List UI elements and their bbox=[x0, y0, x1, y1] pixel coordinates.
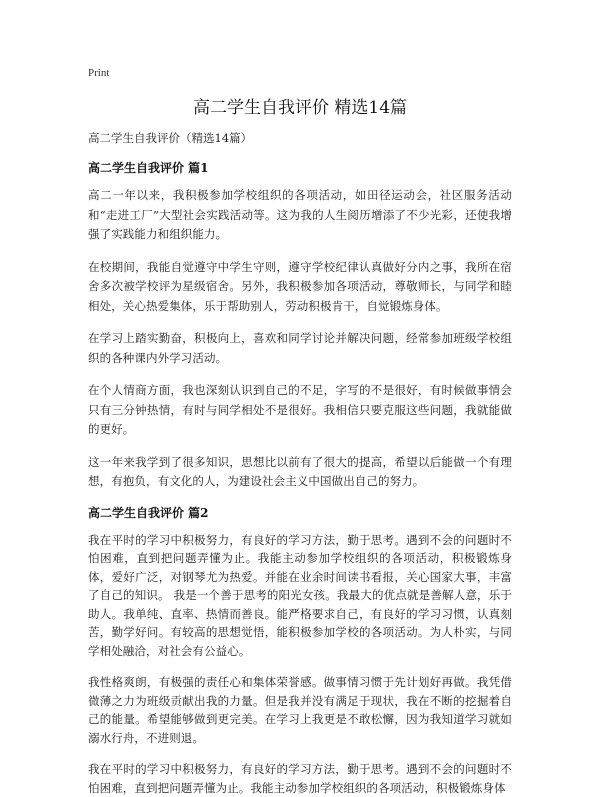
section-2 bbox=[88, 505, 512, 797]
paragraph: 我在平时的学习中积极努力，有良好的学习方法，勤于思考。遇到不会的问题时不怕困难，直到把问题弄懂为止。我能主动参加学校组织的各项活动，积极锻炼身体 bbox=[88, 760, 512, 797]
section-heading: 高二学生自我评价 篇2 bbox=[88, 505, 512, 521]
paragraph: 这一年来我学到了很多知识，思想比以前有了很大的提高，希望以后能做一个有理想，有抱负，有文化的人，为建设社会主义中国做出自己的努力。 bbox=[88, 453, 512, 492]
paragraph: 在校期间，我能自觉遵守中学生守则，遵守学校纪律认真做好分内之事，我所在宿舍多次被学校评为星级宿舍。另外，我积极参加各项活动，尊敬师长，与同学和睦相处，关心热爱集体，乐于帮助别人，劳动积极肯干，自觉锻炼身体。 bbox=[88, 258, 512, 317]
print-label: Print bbox=[88, 66, 512, 80]
document-subtitle: 高二学生自我评价（精选14篇） bbox=[88, 130, 512, 146]
paragraph: 我在平时的学习中积极努力，有良好的学习方法，勤于思考。遇到不会的问题时不怕困难，直到把问题弄懂为止。我能主动参加学校组织的各项活动，积极锻炼身体，爱好广泛，对钢琴尤为热爱。并能在业余时间读书看报，关心国家大事，丰富了自己的知识。 我是一个善于思考的阳光女孩。我最大的优点就是善解人意，乐于助人。我单纯、直率、热情而善良。能严格要求自己，有良好的学习习惯，认真刻苦，勤学好问。有较高的思想觉悟，能积极参加学校的各项活动。为人朴实，与同学相处融洽，对社会有公益心。 bbox=[88, 531, 512, 661]
paragraph: 我性格爽朗，有极强的责任心和集体荣誉感。做事情习惯于先计划好再做。我凭借微薄之力为班级贡献出我的力量。但是我并没有满足于现状，我在不断的挖掘着自己的能量。希望能够做到更完美。在学习上我更是不敢松懈，因为我知道学习就如溺水行舟，不进则退。 bbox=[88, 673, 512, 747]
paragraph: 在个人情商方面，我也深刻认识到自己的不足，字写的不是很好，有时候做事情会只有三分钟热情，有时与同学相处不是很好。我相信只要克服这些问题，我就能做的更好。 bbox=[88, 381, 512, 440]
section-1 bbox=[88, 160, 512, 492]
document-page bbox=[88, 66, 512, 797]
paragraph: 高二一年以来，我积极参加学校组织的各项活动，如田径运动会，社区服务活动和“走进工厂”大型社会实践活动等。这为我的人生阅历增添了不少光彩，还使我增强了实践能力和组织能力。 bbox=[88, 186, 512, 245]
section-heading: 高二学生自我评价 篇1 bbox=[88, 160, 512, 176]
paragraph: 在学习上踏实勤奋，积极向上，喜欢和同学讨论并解决问题，经常参加班级学校组织的各种课内外学习活动。 bbox=[88, 329, 512, 368]
page-title: 高二学生自我评价 精选14篇 bbox=[88, 96, 512, 120]
